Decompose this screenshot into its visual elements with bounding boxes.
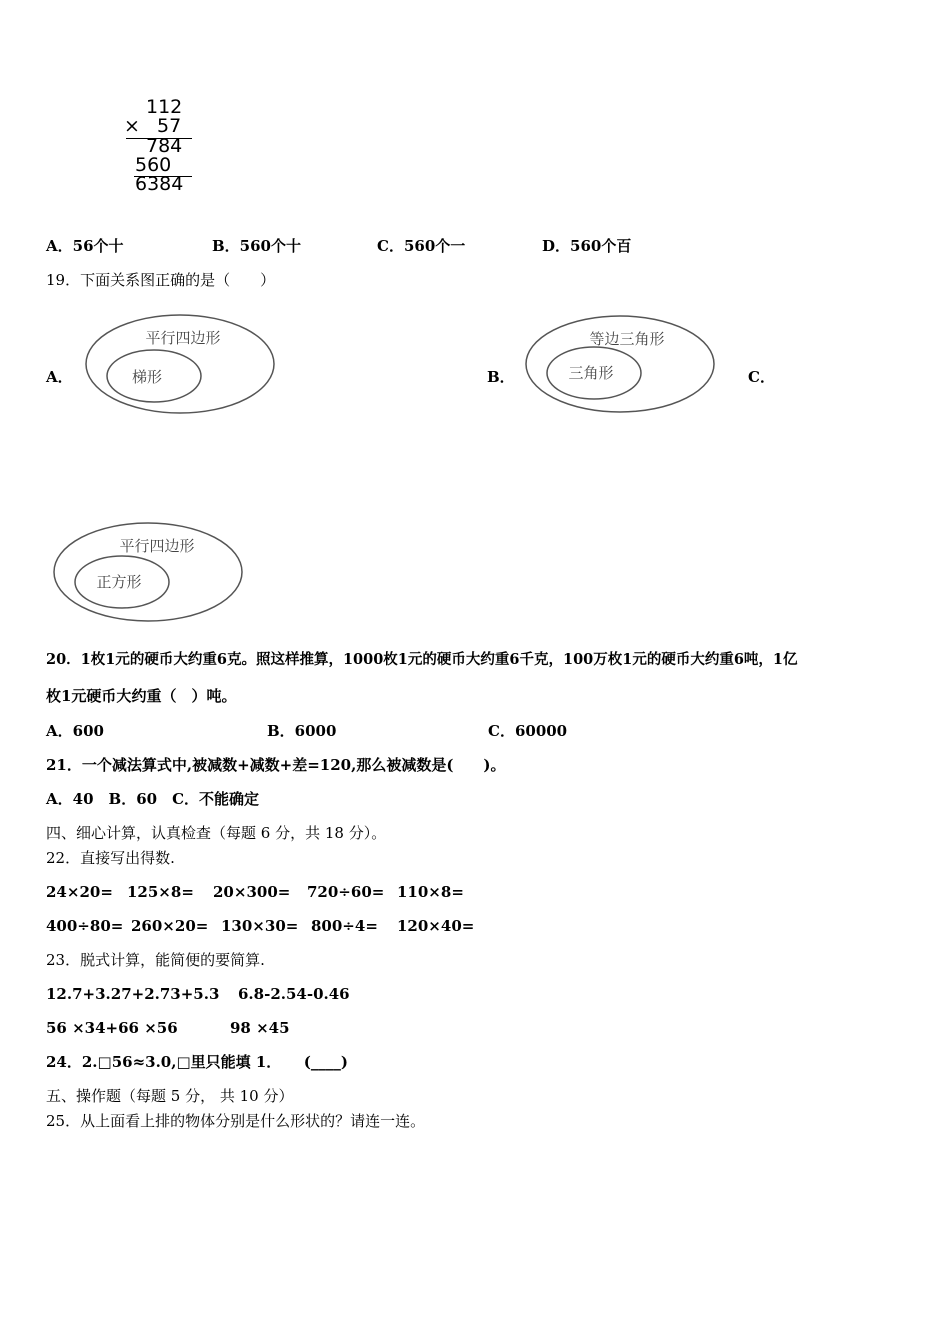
partial-product-2: 560: [135, 154, 172, 176]
q22-item: 400÷80=: [46, 917, 124, 935]
outer-label-b: 等边三角形: [589, 330, 665, 348]
q23-title: 23．脱式计算，能简便的要简算.: [46, 951, 265, 969]
q22-item: 110×8=: [397, 883, 464, 901]
q23-expression-4: 98 ×45: [230, 1019, 290, 1037]
q18-option-c: C．560个一: [377, 237, 466, 255]
q25-question: 25．从上面看上排的物体分别是什么形状的？请连一连。: [46, 1112, 426, 1130]
q19-label-a: A．: [46, 368, 73, 386]
q18-option-d: D．560个百: [542, 237, 632, 255]
q18-option-a: A．56个十: [46, 237, 124, 255]
q22-item: 120×40=: [397, 917, 475, 935]
q20-option-a: A．600: [46, 722, 104, 740]
q21-options: A．40 B．60 C．不能确定: [46, 790, 260, 808]
inner-label-c: 正方形: [96, 573, 142, 591]
q19-label-c: C．: [748, 368, 775, 386]
q19-question: 19．下面关系图正确的是（ ）: [46, 271, 276, 289]
inner-label-a: 梯形: [131, 368, 163, 386]
q20-question-line2: 枚1元硬币大约重（ ）吨。: [46, 687, 237, 705]
q20-question-line1: 20．1枚1元的硬币大约重6克。照这样推算，1000枚1元的硬币大约重6千克，100万枚1元的硬币大约重6吨，1亿: [46, 651, 798, 668]
section-five-heading: 五、操作题（每题 5 分， 共 10 分）: [46, 1087, 294, 1105]
q22-item: 125×8=: [127, 883, 194, 901]
q24-question: 24．2.□56≈3.0,□里只能填 1． (____): [46, 1053, 348, 1071]
venn-diagram-c: [51, 519, 245, 625]
venn-diagram-a: [84, 312, 278, 416]
q23-expression-1: 12.7+3.27+2.73+5.3: [46, 985, 220, 1003]
q22-item: 20×300=: [213, 883, 291, 901]
q23-expression-3: 56 ×34+66 ×56: [46, 1019, 178, 1037]
q18-option-b: B．560个十: [212, 237, 301, 255]
partial-product-1: 784: [146, 135, 183, 157]
q22-item: 800÷4=: [311, 917, 378, 935]
q20-option-c: C．60000: [488, 722, 568, 740]
q22-item: 720÷60=: [307, 883, 385, 901]
q22-item: 260×20=: [131, 917, 209, 935]
outer-label-a: 平行四边形: [145, 329, 221, 347]
venn-diagram-b: [523, 312, 717, 416]
q23-expression-2: 6.8-2.54-0.46: [238, 985, 350, 1003]
times-sign: ×: [124, 115, 140, 137]
q19-label-b: B．: [487, 368, 515, 386]
q20-option-b: B．6000: [267, 722, 337, 740]
multiplier: 57: [157, 115, 182, 137]
q21-question: 21．一个减法算式中,被减数+减数+差=120,那么被减数是( )。: [46, 756, 506, 774]
multiplicand: 112: [146, 96, 183, 118]
inner-label-b: 三角形: [568, 364, 614, 382]
vertical-multiplication: [120, 96, 210, 196]
section-four-heading: 四、细心计算，认真检查（每题 6 分，共 18 分）。: [46, 824, 387, 842]
q22-title: 22．直接写出得数.: [46, 849, 175, 867]
q22-item: 130×30=: [221, 917, 299, 935]
final-product: 6384: [135, 173, 184, 195]
outer-label-c: 平行四边形: [119, 537, 195, 555]
q22-item: 24×20=: [46, 883, 113, 901]
